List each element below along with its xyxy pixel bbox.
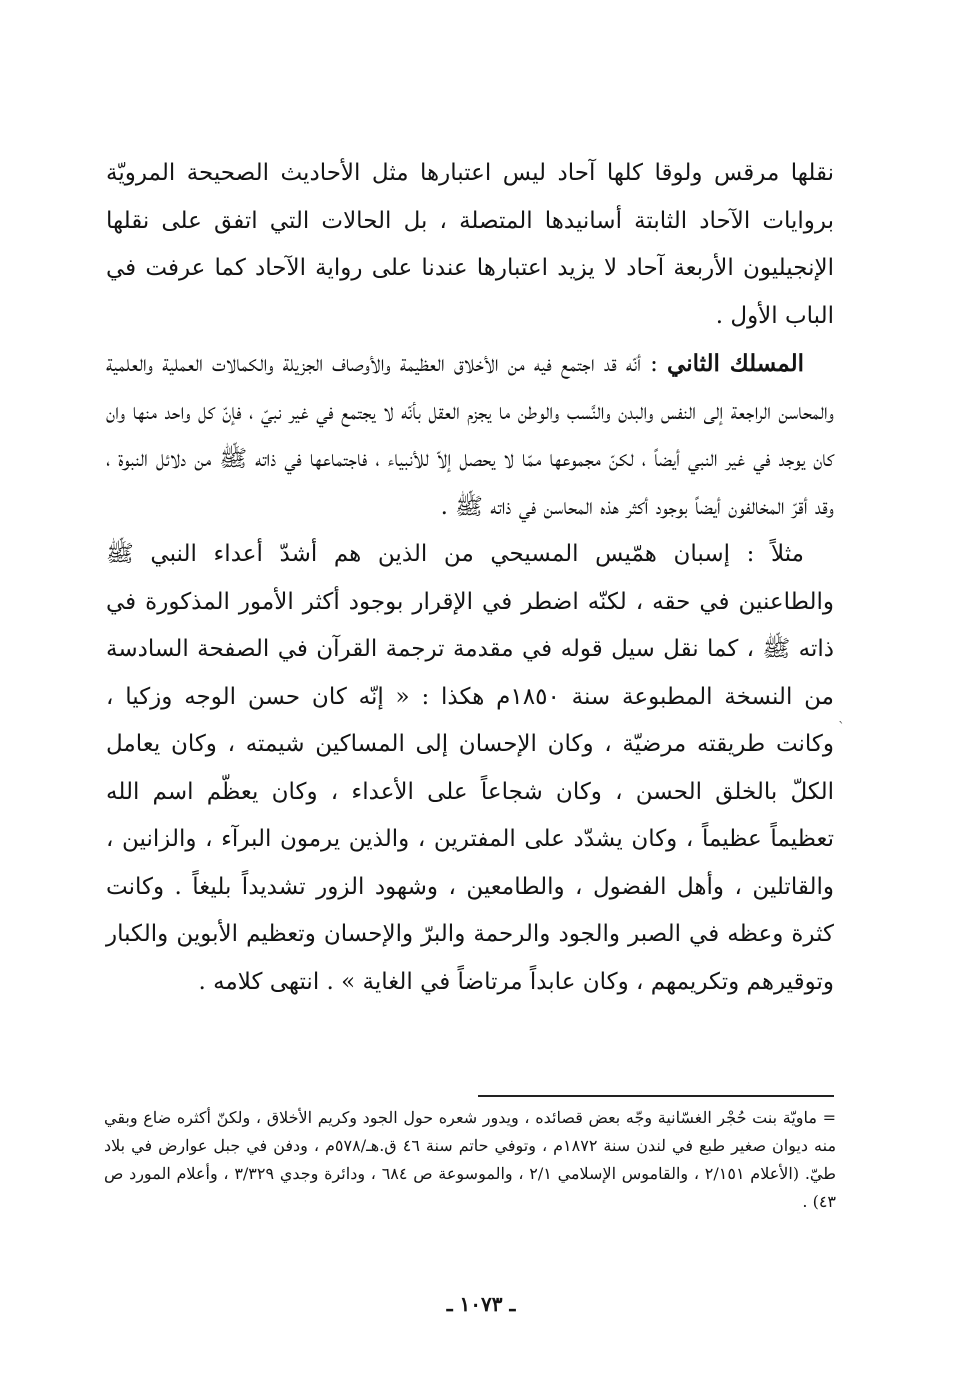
footnote-text: = ماويّة بنت حُجْر الغسّانية وجّه بعض قصائده ، ويدور شعره حول الجود وكريم الأخلاق ، ولكنّ أكثره ضاع وبقي منه ديوان صغير طبع في لندن سنة ١٨٧٢م ، وتوفي حاتم سنة ٤٦ ق.هـ/٥٧٨م ، ودفن في جبل عوارض في بلاد طيّ. (الأعلام ٢/١٥١ ، والقاموس الإسلامي ٢/١ ، والموسوعة ص ٦٨٤ ، ودائرة وجدي ٣/٣٢٩ ، وأعلام المورد ص ٤٣) . (104, 1108, 837, 1211)
paragraph-2 (106, 340, 834, 531)
paragraph-1: نقلها مرقس ولوقا كلها آحاد ليس اعتبارها مثل الأحاديث الصحيحة المرويّة بروايات الآحاد الثابتة أسانيدها المتصلة ، بل الحالات التي اتفق على نقلها الإنجيليون الأربعة آحاد لا يزيد اعتبارها عندنا على رواية الآحاد كما عرفت في الباب الأول . (106, 160, 834, 329)
page-number: ـ ١٠٧٣ ـ (446, 1292, 516, 1316)
main-text (106, 150, 834, 1006)
margin-mark: ` (838, 720, 845, 736)
footnote-divider (478, 1095, 834, 1097)
paragraph-3: مثلاً : إسبان همّيس المسيحي من الذين هم أشدّ أعداء النبي ﷺ والطاعنين في حقه ، لكنّه اضطر في الإقرار بوجود أكثر الأمور المذكورة في ذاته ﷺ ، كما نقل سيل قوله في مقدمة ترجمة القرآن في الصفحة السادسة من النسخة المطبوعة سنة ١٨٥٠م هكذا : « إنّه كان حسن الوجه وزكيا ، وكانت طريقته مرضيّة ، وكان الإحسان إلى المساكين شيمته ، وكان يعامل الكلّ بالخلق الحسن ، وكان شجاعاً على الأعداء ، وكان يعظّم اسم الله تعظيماً عظيماً ، وكان يشدّد على المفترين ، والذين يرمون البرآء ، والزانين ، والقاتلين ، وأهل الفضول ، والطامعين ، وشهود الزور تشديداً بليغاً . وكانت كثرة وعظه في الصبر والجود والرحمة والبرّ والإحسان وتعظيم الأبوين والكبار وتوقيرهم وتكريمهم ، وكان عابداً مرتاضاً في الغاية » . انتهى كلامه . (106, 541, 834, 995)
paragraph-2-body: : أنّه قد اجتمع فيه من الأخلاق العظيمة والأوصاف الجزيلة والكمالات العملية والعلمية والمحاسن الراجعة إلى النفس والبدن والنَّسب والوطن ما يجزم العقل بأنّه لا يجتمع في غير نبيّ ، فإنّ كل واحد منها وان كان يوجد في غير النبي أيضاً ، لكنّ مجموعها ممّا لا يحصل إلاّ للأنبياء ، فاجتماعها في ذاته ﷺ من دلائل النبوة ، وقد أقرّ المخالفون أيضاً بوجود أكثر هذه المحاسن في ذاته ﷺ . (106, 351, 834, 520)
footnotes (104, 1104, 836, 1216)
section-heading: المسلك الثاني (667, 350, 804, 377)
